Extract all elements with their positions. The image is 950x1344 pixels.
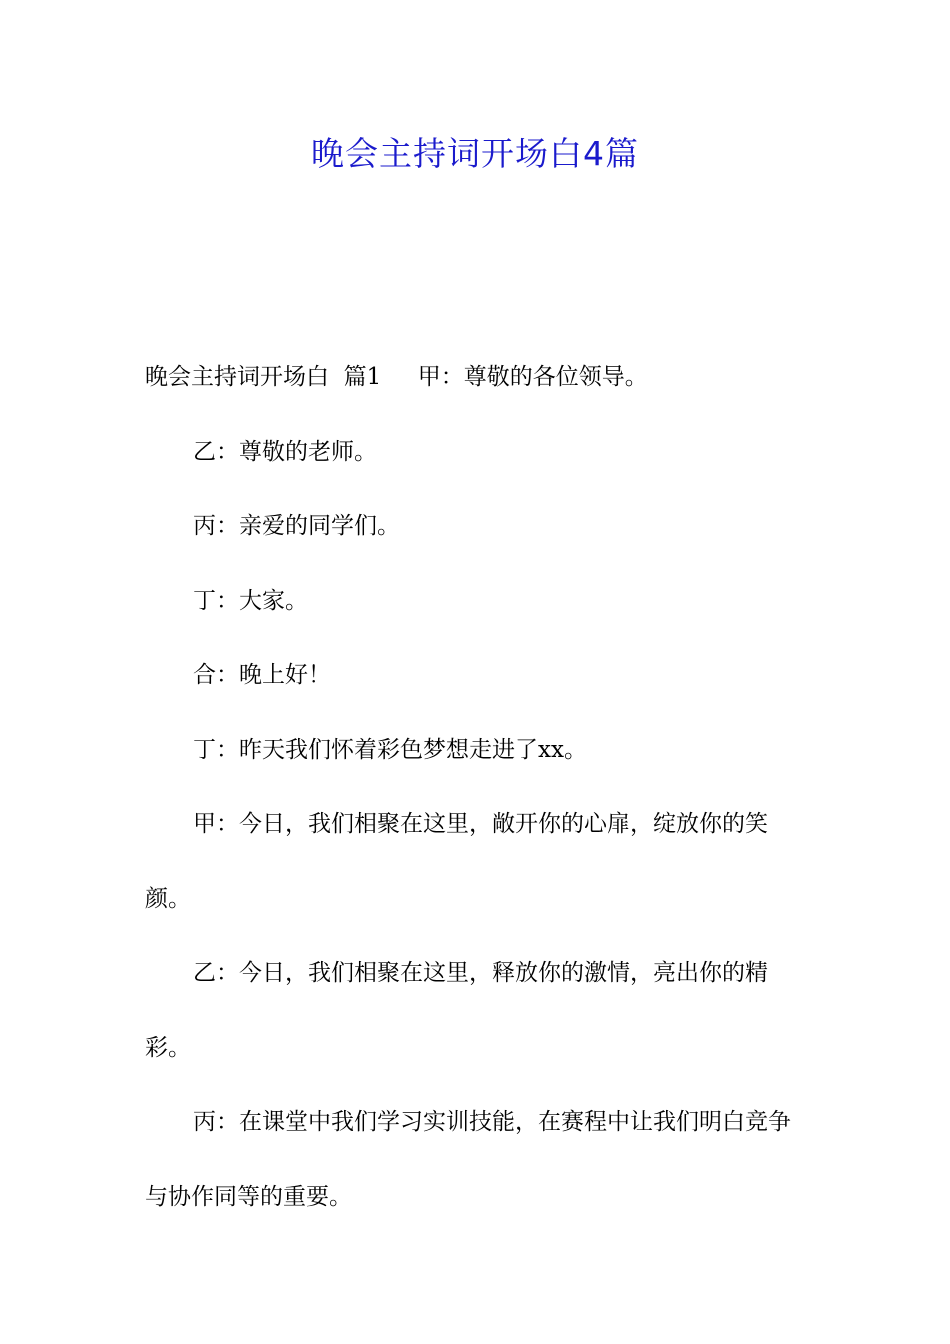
paragraph-1: 晚会主持词开场白 篇1 甲：尊敬的各位领导。 <box>145 364 648 390</box>
paragraph-4: 丁：大家。 <box>193 587 308 614</box>
document-title: 晚会主持词开场白4篇 <box>311 134 639 173</box>
paragraph-6: 丁：昨天我们怀着彩色梦想走进了xx。 <box>193 736 587 763</box>
paragraph-7: 甲：今日，我们相聚在这里，敞开你的心扉，绽放你的笑颜。 <box>145 811 768 912</box>
paragraph-2: 乙：尊敬的老师。 <box>193 438 377 465</box>
paragraph-8: 乙：今日，我们相聚在这里，释放你的激情，亮出你的精彩。 <box>145 960 768 1061</box>
paragraph-3: 丙：亲爱的同学们。 <box>193 513 400 539</box>
document-body <box>145 340 805 1234</box>
paragraph-5: 合：晚上好！ <box>193 662 331 688</box>
paragraph-9: 丙：在课堂中我们学习实训技能，在赛程中让我们明白竞争与协作同等的重要。 <box>145 1109 791 1210</box>
